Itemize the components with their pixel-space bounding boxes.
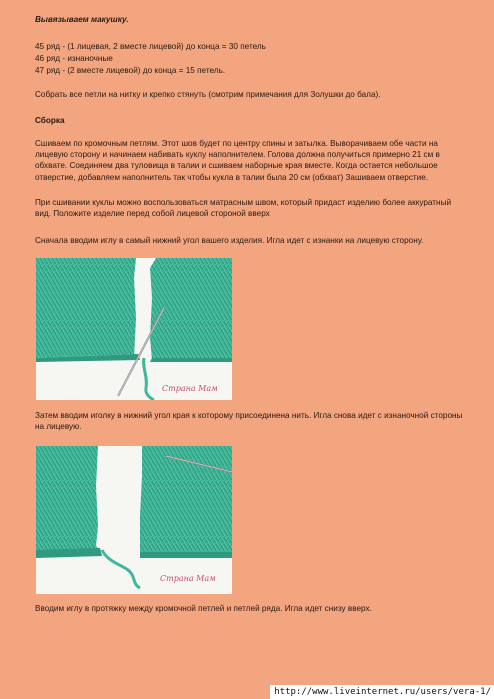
source-url-link[interactable]: http://www.liveinternet.ru/users/vera-1/ (270, 685, 494, 699)
knitting-photo-step1 (36, 258, 232, 400)
step1-paragraph: Сначала вводим иглу в самый нижний угол вашего изделия. Игла идет с изнанки на лицевую сторону. (35, 236, 424, 245)
watermark-photo1: Страна Мам (162, 384, 218, 393)
watermark-photo2: Страна Мам (160, 574, 216, 583)
row-46-instruction: 46 ряд - изнаночные (35, 54, 113, 63)
row-47-instruction: 47 ряд - (2 вместе лицевой) до конца = 15 петель. (35, 66, 226, 75)
section-title-assembly: Сборка (35, 116, 65, 125)
assembly-paragraph: Сшиваем по кромочным петлям. Этот шов будет по центру спины и затылка. Выворачиваем обе части на лицевую сторону и начинаем набивать куклу наполнителем. Голова должна получиться примерно 21 см в обхвате. Соединяем два туловища в талии и сшиваем наборные края вместе. Когда остается небольшое отверстие, добавляем наполнитель так чтобы кукла в талии была 20 см (обхват) Зашиваем отверстие. (35, 139, 440, 182)
step2-paragraph: Затем вводим иголку в нижний угол края к которому присоединена нить. Игла снова идет с изнаночной стороны на лицевую. (35, 411, 463, 432)
gather-paragraph: Собрать все петли на нитку и крепко стянуть (смотрим примечания для Золушки до бала). (35, 90, 381, 99)
row-45-instruction: 45 ряд - (1 лицевая, 2 вместе лицевой) до конца = 30 петель (35, 42, 266, 51)
top-heading: Вывязываем макушку. (35, 15, 129, 24)
knitting-photo-step2 (36, 446, 232, 594)
step3-paragraph: Вводим иглу в протяжку между кромочной петлей и петлей ряда. Игла идет снизу вверх. (35, 604, 372, 613)
mattress-stitch-paragraph: При сшивании куклы можно воспользоваться матрасным швом, который придаст изделию более аккуратный вид. Положите изделие перед собой лицевой стороной вверх (35, 198, 452, 219)
